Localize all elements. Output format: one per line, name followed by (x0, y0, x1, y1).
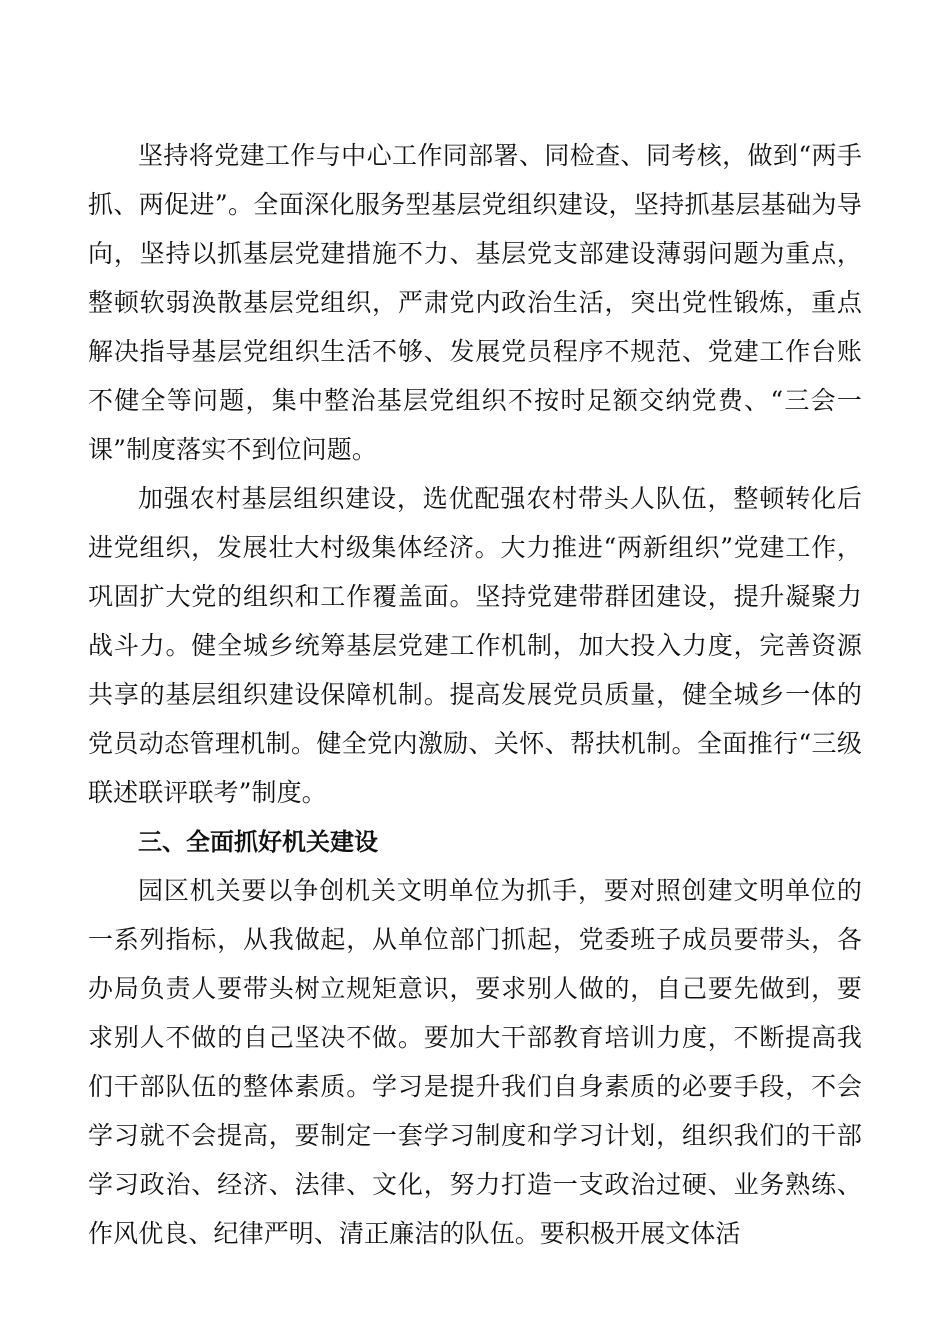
document-body (88, 131, 862, 1258)
paragraph-agency-building: 园区机关要以争创机关文明单位为抓手，要对照创建文明单位的一系列指标，从我做起，从单位部门抓起，党委班子成员要带头，各办局负责人要带头树立规矩意识，要求别人做的，自己要先做到，要求别人不做的自己坚决不做。要加大干部教育培训力度，不断提高我们干部队伍的整体素质。学习是提升我们自身素质的必要手段，不会学习就不会提高，要制定一套学习制度和学习计划，组织我们的干部学习政治、经济、法律、文化，努力打造一支政治过硬、业务熟练、作风优良、纪律严明、清正廉洁的队伍。要积极开展文体活 (88, 876, 862, 1248)
section-heading: 三、全面抓好机关建设 (138, 827, 378, 856)
paragraph-party-building: 坚持将党建工作与中心工作同部署、同检查、同考核，做到“两手抓、两促进”。全面深化服务型基层党组织建设，坚持抓基层基础为导向，坚持以抓基层党建措施不力、基层党支部建设薄弱问题为重点，整顿软弱涣散基层党组织，严肃党内政治生活，突出党性锻炼，重点解决指导基层党组织生活不够、发展党员程序不规范、党建工作台账不健全等问题，集中整治基层党组织不按时足额交纳党费、“三会一课”制度落实不到位问题。 (88, 141, 862, 464)
paragraph-rural-organization: 加强农村基层组织建设，选优配强农村带头人队伍，整顿转化后进党组织，发展壮大村级集体经济。大力推进“两新组织”党建工作，巩固扩大党的组织和工作覆盖面。坚持党建带群团建设，提升凝聚力战斗力。健全城乡统筹基层党建工作机制，加大投入力度，完善资源共享的基层组织建设保障机制。提高发展党员质量，健全城乡一体的党员动态管理机制。健全党内激励、关怀、帮扶机制。全面推行“三级联述联评联考”制度。 (88, 484, 862, 807)
